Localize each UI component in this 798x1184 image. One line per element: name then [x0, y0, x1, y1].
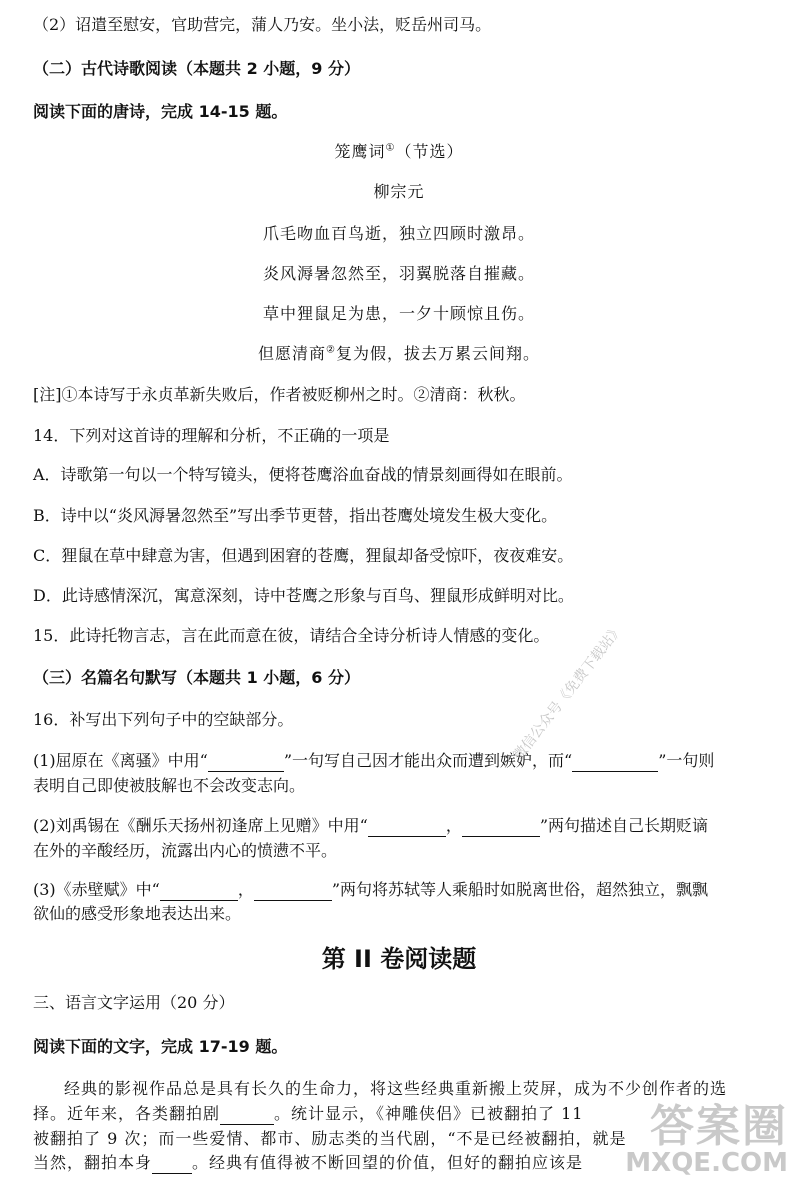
poem-line: 草中狸鼠足为患，一夕十顾惊且伤。	[262, 304, 535, 323]
text-line: （2）诏遣至慰安，官助营完，蒲人乃安。坐小法，贬岳州司马。	[33, 15, 492, 34]
passage-line: 被翻拍了 9 次；而一些爱情、都市、励志类的当代剧，“不是已经被翻拍，就是	[33, 1129, 627, 1148]
text-line: 欲仙的感受形象地表达出来。	[33, 904, 242, 923]
question-16-1: (1)屈原在《离骚》中用“ ”一句写自己因才能出众而遭到嫉妒，而“ ”一句则	[33, 751, 715, 770]
poem-author: 柳宗元	[373, 182, 425, 201]
site-logo	[625, 1090, 788, 1178]
instruction-reading: 阅读下面的文字，完成 17-19 题。	[33, 1037, 288, 1056]
text-line: 表明自己即使被肢解也不会改变志向。	[33, 776, 306, 795]
option-d: D．此诗感情深沉，寓意深刻，诗中苍鹰之形象与百鸟、狸鼠形成鲜明对比。	[33, 586, 574, 605]
passage-line: 择。近年来，各类翻拍剧 。统计显示，《神雕侠侣》已被翻拍了 11	[33, 1104, 584, 1123]
option-b: B．诗中以“炎风溽暑忽然至”写出季节更替，指出苍鹰处境发生极大变化。	[33, 506, 558, 525]
poem-line: 爪毛吻血百鸟逝，独立四顾时激昂。	[262, 224, 535, 243]
answer-blank[interactable]	[368, 818, 446, 837]
watermark-text: 微信公众号《免费下载站》	[510, 621, 627, 764]
poem-line: 但愿清商②复为假，拔去万累云间翔。	[258, 344, 540, 363]
answer-blank[interactable]	[160, 882, 238, 901]
logo-url-text: MXQE.COM	[625, 1148, 788, 1178]
logo-main-text: 答案圈	[650, 1101, 788, 1152]
poem-title: 笼鹰词①（节选）	[334, 142, 464, 161]
question-14: 14．下列对这首诗的理解和分析，不正确的一项是	[33, 426, 390, 445]
question-16-2: (2)刘禹锡在《酬乐天扬州初逢席上见赠》中用“ ， ”两句描述自己长期贬谪	[33, 816, 709, 835]
passage-line: 当然，翻拍本身 。经典有值得被不断回望的价值，但好的翻拍应该是	[33, 1153, 584, 1172]
section-heading-poetry: （二）古代诗歌阅读（本题共 2 小题，9 分）	[33, 59, 360, 78]
answer-blank[interactable]	[152, 1155, 192, 1174]
answer-blank[interactable]	[572, 753, 658, 772]
question-16-3: (3)《赤壁赋》中“ ， ”两句将苏轼等人乘船时如脱离世俗，超然独立，飘飘	[33, 880, 709, 899]
passage-line: 经典的影视作品总是具有长久的生命力，将这些经典重新搬上荧屏，成为不少创作者的选	[64, 1079, 728, 1098]
answer-blank[interactable]	[462, 818, 540, 837]
section-heading-recitation: （三）名篇名句默写（本题共 1 小题，6 分）	[33, 668, 360, 687]
volume-title: 第 II 卷阅读题	[321, 945, 477, 973]
poem-line: 炎风溽暑忽然至，羽翼脱落自摧藏。	[262, 264, 535, 283]
answer-blank[interactable]	[220, 1106, 274, 1125]
text-line: 在外的辛酸经历，流露出内心的愤懑不平。	[33, 841, 338, 860]
answer-blank[interactable]	[208, 753, 284, 772]
question-16: 16．补写出下列句子中的空缺部分。	[33, 710, 294, 729]
answer-blank[interactable]	[254, 882, 332, 901]
section-heading-language: 三、语言文字运用（20 分）	[33, 993, 235, 1012]
question-15: 15．此诗托物言志，言在此而意在彼，请结合全诗分析诗人情感的变化。	[33, 626, 550, 645]
option-c: C．狸鼠在草中肆意为害，但遇到困窘的苍鹰，狸鼠却备受惊吓，夜夜难安。	[33, 546, 574, 565]
poem-note: [注]①本诗写于永贞革新失败后，作者被贬柳州之时。②清商：秋秋。	[33, 385, 526, 404]
instruction-poetry: 阅读下面的唐诗，完成 14-15 题。	[33, 102, 288, 121]
option-a: A．诗歌第一句以一个特写镜头，便将苍鹰浴血奋战的情景刻画得如在眼前。	[33, 465, 573, 484]
